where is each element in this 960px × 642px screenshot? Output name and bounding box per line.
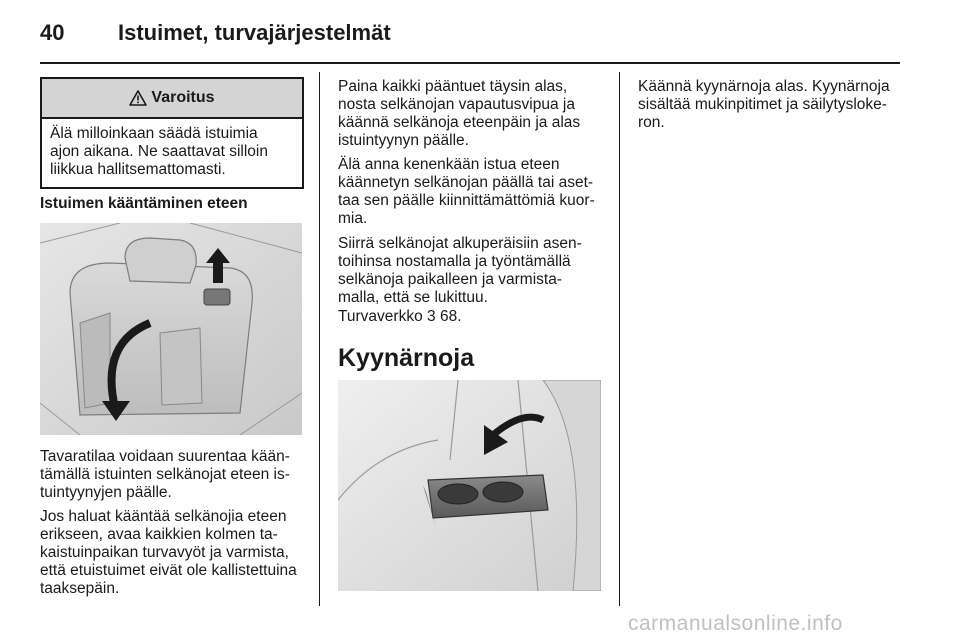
text-line: ron. [638,114,665,131]
paragraph-enlarge-trunk [40,448,290,502]
text-line: Älä milloinkaan säädä istuimia [50,125,258,142]
warning-text [42,119,302,179]
text-line: taa sen päälle kiinnittämättömiä kuor- [338,192,595,209]
text-line: liikkua hallitsemattomasti. [50,161,226,178]
warning-triangle-icon [129,90,147,106]
crossref-label: Turvaverkko [338,308,423,325]
watermark: carmanualsonline.info [628,612,843,635]
text-line: käännetyn selkänojan päällä tai aset- [338,174,594,191]
crossref-safety-net [338,308,462,326]
text-line: että etuistuimet eivät ole kallistettuina [40,562,297,579]
text-line: taaksepäin. [40,580,120,597]
text-line: tämällä istuinten selkänojat eteen is- [40,466,290,483]
page-number: 40 [40,20,65,45]
text-line: nosta selkänojan vapautusvipua ja [338,96,575,113]
armrest-illustration [338,380,601,591]
crossref-page: 68. [439,308,462,325]
text-line: istuintyynyn päälle. [338,132,469,149]
paragraph-no-sitting [338,156,595,228]
subheading-fold-seat: Istuimen kääntäminen eteen [40,195,248,212]
warning-header [42,79,302,119]
warning-box [40,77,304,189]
text-line: sisältää mukinpitimet ja säilytysloke- [638,96,887,113]
text-line: toihinsa nostamalla ja työntämällä [338,253,571,270]
text-line: Älä anna kenenkään istua eteen [338,156,560,173]
paragraph-armrest-fold [638,78,890,132]
text-line: malla, että se lukittuu. [338,289,488,306]
text-line: Käännä kyynärnoja alas. Kyynärnoja [638,78,890,95]
paragraph-restore-seatback [338,235,582,307]
column-divider-2 [619,72,620,606]
text-line: erikseen, avaa kaikkien kolmen ta- [40,526,278,543]
text-line: käännä selkänoja eteenpäin ja alas [338,114,581,131]
seat-fold-illustration [40,223,302,435]
chapter-title: Istuimet, turvajärjestelmät [118,20,391,45]
crossref-arrow: 3 [427,308,436,325]
text-line: Tavaratilaa voidaan suurentaa kään- [40,448,290,465]
text-line: Paina kaikki pääntuet täysin alas, [338,78,568,95]
text-line: tuintyynyjen päälle. [40,484,172,501]
page-header [40,14,900,54]
text-line: mia. [338,210,368,227]
paragraph-fold-separately [40,508,297,598]
text-line: Jos haluat kääntää selkänojia eteen [40,508,287,525]
text-line: Siirrä selkänojat alkuperäisiin asen- [338,235,582,252]
text-line: kaistuinpaikan turvavyöt ja varmista, [40,544,289,561]
text-line: ajon aikana. Ne saattavat silloin [50,143,268,160]
text-line: selkänoja paikalleen ja varmista- [338,271,563,288]
warning-title: Varoitus [151,89,215,106]
section-title-armrest: Kyynärnoja [338,344,475,372]
header-rule [40,62,900,64]
paragraph-headrests [338,78,580,150]
column-divider-1 [319,72,320,606]
